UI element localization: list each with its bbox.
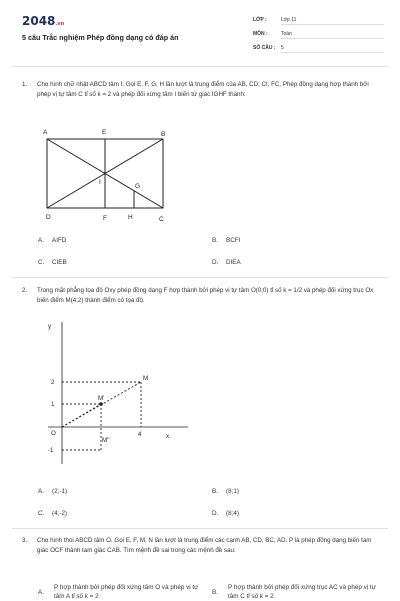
divider bbox=[12, 66, 388, 67]
meta-value: 5 bbox=[281, 45, 284, 51]
option-letter: D. bbox=[212, 510, 219, 517]
label-o: O bbox=[51, 430, 56, 437]
label-c: C bbox=[159, 216, 164, 223]
meta-label: LỚP : bbox=[253, 17, 267, 23]
option-letter: B. bbox=[212, 237, 218, 244]
option-a[interactable] bbox=[38, 237, 66, 244]
question-number: 3. bbox=[22, 537, 28, 544]
label-m1: M' bbox=[98, 395, 105, 402]
option-letter: B. bbox=[212, 589, 218, 596]
coordinate-figure bbox=[40, 314, 190, 474]
divider bbox=[12, 277, 388, 278]
option-text: P hợp thành bởi phép đối xứng trục AC và phép vị tự tâm C tỉ số k = 2 bbox=[228, 584, 376, 600]
meta-label: SỐ CÂU : bbox=[253, 45, 276, 51]
label-e: E bbox=[102, 129, 107, 136]
meta-count bbox=[253, 45, 284, 51]
label-d: D bbox=[46, 214, 51, 221]
tick-4: 4 bbox=[138, 431, 142, 438]
option-c[interactable] bbox=[38, 259, 67, 266]
meta-label: MÔN : bbox=[253, 31, 268, 37]
option-letter: A. bbox=[38, 488, 44, 495]
label-f: F bbox=[103, 215, 107, 222]
logo-text: 2048 bbox=[22, 14, 56, 28]
label-x: x bbox=[166, 433, 170, 440]
divider bbox=[12, 528, 388, 529]
label-b: B bbox=[161, 131, 166, 138]
option-text: BCFI bbox=[226, 237, 241, 244]
meta-class bbox=[253, 17, 296, 23]
option-text: P hợp thành bởi phép đối xứng tâm O và phép vị tự tâm A tỉ số k = 2 bbox=[54, 584, 199, 600]
question-text: Cho hình thoi ABCD tâm O. Gọi E, F, M, N lần lượt là trung điểm các cạnh AB, CD, BC, AD. P là phép đồng dạng biến tam giác OCF thành tam giác CAB. Tìm mệnh đề sai trong các mệnh đề sau: bbox=[37, 537, 372, 554]
option-letter: A. bbox=[38, 237, 44, 244]
option-c[interactable] bbox=[38, 510, 67, 517]
option-text: (8;1) bbox=[226, 488, 239, 495]
option-b[interactable] bbox=[212, 488, 239, 495]
label-m: M bbox=[143, 375, 149, 382]
line-om1 bbox=[62, 404, 101, 427]
option-text: DIEA bbox=[226, 259, 241, 266]
option-text: (8;4) bbox=[226, 510, 239, 517]
tick-minus-1: -1 bbox=[48, 447, 54, 454]
option-text: AIFD bbox=[52, 237, 67, 244]
logo-suffix: .vn bbox=[55, 21, 65, 27]
tick-1: 1 bbox=[51, 401, 55, 408]
question-text: Trong mặt phẳng tọa độ Oxy phép đồng dạng F hợp thành bởi phép vị tự tâm O(0;0) tỉ số k = 1/2 và phép đối xứng trục Ox biến điểm M(4;2) thành điểm có tọa độ. bbox=[37, 287, 374, 304]
option-a[interactable] bbox=[38, 488, 67, 495]
option-letter: C. bbox=[38, 510, 45, 517]
option-b[interactable] bbox=[212, 237, 240, 244]
option-b[interactable] bbox=[212, 583, 382, 601]
option-text: (4;-2) bbox=[52, 510, 68, 517]
question-text: Cho hình chữ nhật ABCD tâm I. Gọi E, F, G, H lần lượt là trung điểm của AB, CD, CI, FC. Phép đồng dạng hợp thành bởi phép vị tự tâm C tỉ số k = 2 và phép đối xứng tâm I biến tứ giác IGHF thành: bbox=[37, 81, 369, 98]
label-a: A bbox=[43, 129, 48, 136]
label-i: I bbox=[99, 179, 101, 186]
option-letter: D. bbox=[212, 259, 219, 266]
option-letter: B. bbox=[212, 488, 218, 495]
question-number: 2. bbox=[22, 287, 28, 294]
meta-subject bbox=[253, 31, 292, 37]
point-m1 bbox=[99, 402, 103, 406]
label-m2: M'' bbox=[102, 437, 110, 444]
question-number: 1. bbox=[22, 81, 28, 88]
label-g: G bbox=[135, 183, 141, 190]
meta-value: Lớp 11 bbox=[281, 17, 297, 23]
option-d[interactable] bbox=[212, 510, 239, 517]
option-letter: C. bbox=[38, 259, 45, 266]
option-text: (2;-1) bbox=[52, 488, 68, 495]
option-text: CIEB bbox=[52, 259, 67, 266]
meta-value: Toán bbox=[281, 31, 292, 37]
tick-2: 2 bbox=[51, 379, 55, 386]
page-header bbox=[0, 0, 400, 64]
site-logo[interactable] bbox=[22, 14, 64, 28]
rectangle-figure bbox=[35, 124, 185, 226]
option-a[interactable] bbox=[38, 583, 203, 601]
option-letter: A. bbox=[38, 589, 44, 596]
document-title: 5 câu Trắc nghiệm Phép đồng dạng có đáp án bbox=[22, 33, 179, 42]
label-y: y bbox=[48, 323, 52, 330]
label-h: H bbox=[128, 214, 133, 221]
option-d[interactable] bbox=[212, 259, 241, 266]
